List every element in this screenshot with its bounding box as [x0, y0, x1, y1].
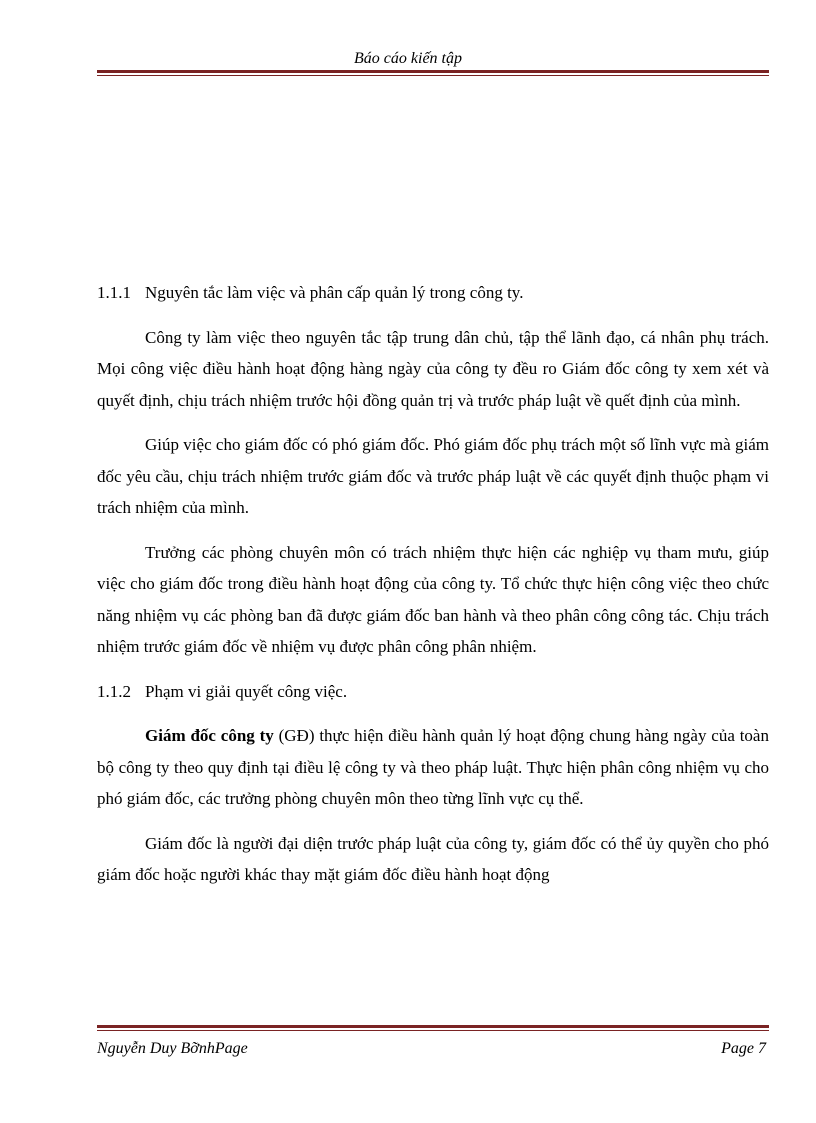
- header-rule: [97, 70, 769, 76]
- section-heading-1-1-2: [97, 676, 769, 708]
- bold-term: Giám đốc công ty: [145, 726, 274, 745]
- paragraph: Trưởng các phòng chuyên môn có trách nhiệm thực hiện các nghiệp vụ tham mưu, giúp việc cho giám đốc trong điều hành hoạt động của công ty. Tổ chức thực hiện công việc theo chức năng nhiệm vụ các phòng ban đã được giám đốc ban hành và theo phân công công tác. Chịu trách nhiệm trước giám đốc về nhiệm vụ được phân công phân nhiệm.: [97, 542, 769, 656]
- paragraph: [97, 720, 769, 815]
- section-title: Phạm vi giải quyết công việc.: [145, 681, 348, 701]
- page-number: Page 7: [721, 1040, 766, 1057]
- section-heading-1-1-1: [97, 277, 769, 309]
- section-number: 1.1.1: [97, 283, 131, 302]
- paragraph-text: (GĐ) thực hiện điều hành quản lý hoạt động chung hàng ngày của toàn bộ công ty theo quy định tại điều lệ công ty và theo pháp luật. Thực hiện phân công nhiệm vụ cho phó giám đốc, các trưởng phòng chuyên môn theo từng lĩnh vực cụ thể.: [97, 726, 769, 808]
- paragraph: Giám đốc là người đại diện trước pháp luật của công ty, giám đốc có thể ủy quyền cho phó giám đốc hoặc người khác thay mặt giám đốc điều hành hoạt động: [97, 833, 769, 884]
- footer-author: Nguyễn Duy BỡnhPage: [97, 1040, 248, 1057]
- section-title: Nguyên tắc làm việc và phân cấp quản lý trong công ty.: [145, 283, 524, 302]
- page-header-title: Báo cáo kiến tập: [354, 50, 462, 67]
- page-body: [97, 277, 769, 904]
- section-number: 1.1.2: [97, 681, 131, 701]
- footer-rule: [97, 1025, 769, 1031]
- paragraph: Công ty làm việc theo nguyên tắc tập trung dân chủ, tập thể lãnh đạo, cá nhân phụ trách. Mọi công việc điều hành hoạt động hàng ngày của công ty đều ro Giám đốc công ty xem xét và quyết định, chịu trách nhiệm trước hội đồng quản trị và trước pháp luật về quết định của mình.: [97, 327, 769, 410]
- paragraph: Giúp việc cho giám đốc có phó giám đốc. Phó giám đốc phụ trách một số lĩnh vực mà giám đốc yêu cầu, chịu trách nhiệm trước giám đốc và trước pháp luật về các quyết định thuộc phạm vi trách nhiệm của mình.: [97, 435, 769, 517]
